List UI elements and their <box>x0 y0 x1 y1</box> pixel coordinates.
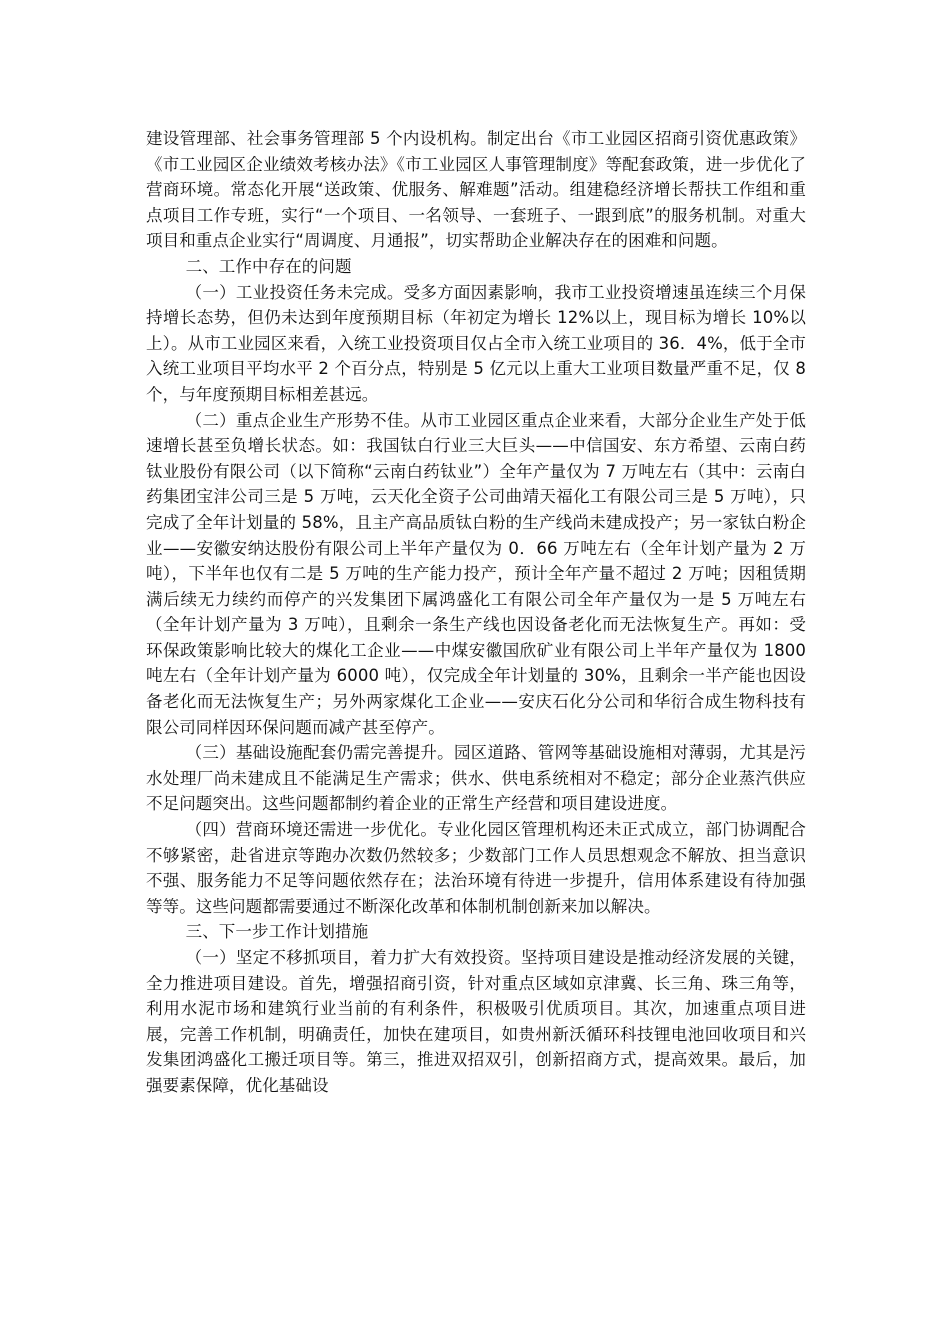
section-heading-problems: 二、工作中存在的问题 <box>185 256 352 276</box>
body-paragraph-continued: 建设管理部、社会事务管理部 5 个内设机构。制定出台《市工业园区招商引资优惠政策》《市工业园区企业绩效考核办法》《市工业园区人事管理制度》等配套政策，进一步优化了营商环境。常态化开展“送政策、优服务、解难题”活动。组建稳经济增长帮扶工作组和重点项目工作专班，实行“一个项目、一名领导、一套班子、一跟到底”的服务机制。对重大项目和重点企业实行“周调度、月通报”，切实帮助企业解决存在的困难和问题。 <box>146 129 806 251</box>
body-paragraph-projects: （一）坚定不移抓项目，着力扩大有效投资。坚持项目建设是推动经济发展的关键，全力推进项目建设。首先，增强招商引资，针对重点区域如京津冀、长三角、珠三角等，利用水泥市场和建筑行业当前的有利条件，积极吸引优质项目。其次，加速重点项目进展，完善工作机制，明确责任，加快在建项目，如贵州新沃循环科技锂电池回收项目和兴发集团鸿盛化工搬迁项目等。第三，推进双招双引，创新招商方式，提高效果。最后，加强要素保障，优化基础设 <box>146 948 806 1095</box>
document-body <box>146 126 806 1099</box>
body-paragraph-industrial-investment: （一）工业投资任务未完成。受多方面因素影响，我市工业投资增速虽连续三个月保持增长态势，但仍未达到年度预期目标（年初定为增长 12%以上，现目标为增长 10%以上）。从市工业园区来看，入统工业投资项目仅占全市入统工业项目的 36．4%，低于全市入统工业项目平均水平 2 个百分点，特别是 5 亿元以上重大工业项目数量严重不足，仅 8 个，与年度预期目标相差甚远。 <box>146 282 806 404</box>
body-paragraph-key-enterprises: （二）重点企业生产形势不佳。从市工业园区重点企业来看，大部分企业生产处于低速增长甚至负增长状态。如：我国钛白行业三大巨头——中信国安、东方希望、云南白药钛业股份有限公司（以下简称“云南白药钛业”）全年产量仅为 7 万吨左右（其中：云南白药集团宝沣公司三是 5 万吨，云天化全资子公司曲靖天福化工有限公司三是 5 万吨），只完成了全年计划量的 58%，且主产高品质钛白粉的生产线尚未建成投产；另一家钛白粉企业——安徽安纳达股份有限公司上半年产量仅为 0．66 万吨左右（全年计划产量为 2 万吨），下半年也仅有二是 5 万吨的生产能力投产，预计全年产量不超过 2 万吨；因租赁期满后续无力续约而停产的兴发集团下属鸿盛化工有限公司全年产量仅为一是 5 万吨左右（全年计划产量为 3 万吨），且剩余一条生产线也因设备老化而无法恢复生产。再如：受环保政策影响比较大的煤化工企业——中煤安徽国欣矿业有限公司上半年产量仅为 1800 吨左右（全年计划产量为 6000 吨），仅完成全年计划量的 30%，且剩余一半产能也因设备老化而无法恢复生产；另外两家煤化工企业——安庆石化分公司和华衍合成生物科技有限公司同样因环保问题而减产甚至停产。 <box>146 410 806 737</box>
body-paragraph-infrastructure: （三）基础设施配套仍需完善提升。园区道路、管网等基础设施相对薄弱，尤其是污水处理厂尚未建成且不能满足生产需求；供水、供电系统相对不稳定；部分企业蒸汽供应不足问题突出。这些问题都制约着企业的正常生产经营和项目建设进度。 <box>146 743 806 814</box>
section-heading-next-steps: 三、下一步工作计划措施 <box>185 922 369 942</box>
body-paragraph-business-environment: （四）营商环境还需进一步优化。专业化园区管理机构还未正式成立，部门协调配合不够紧密，赴省进京等跑办次数仍然较多；少数部门工作人员思想观念不解放、担当意识不强、服务能力不足等问题依然存在；法治环境有待进一步提升，信用体系建设有待加强等等。这些问题都需要通过不断深化改革和体制机制创新来加以解决。 <box>146 820 806 916</box>
